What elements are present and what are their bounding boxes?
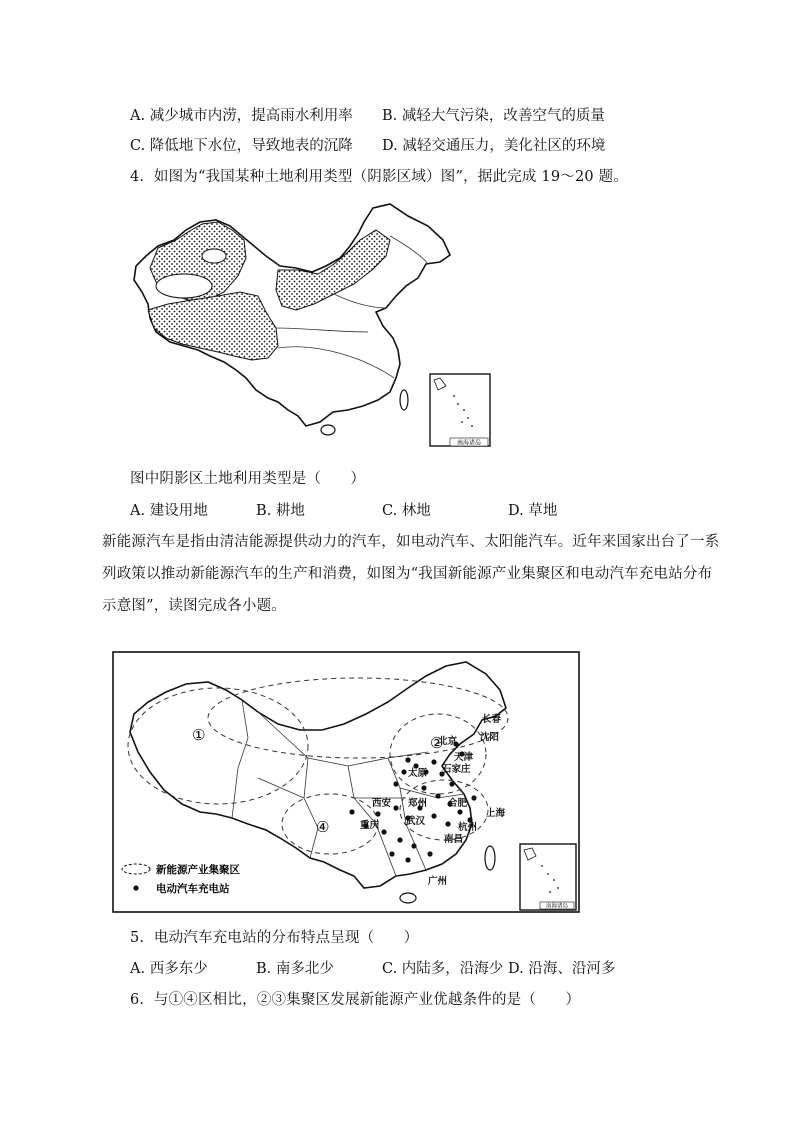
inset-label-1: 南海诸岛 [456, 439, 482, 447]
unshaded-basin [156, 274, 212, 298]
intro-line-3: 示意图”，读图完成各小题。 [102, 598, 287, 614]
q4-option-d: D. 草地 [508, 503, 558, 519]
hainan-island [321, 425, 335, 435]
zone-label-4: ④ [316, 818, 330, 836]
legend-station-symbol [133, 885, 138, 890]
city-chongqing: 重庆 [360, 820, 380, 831]
city-changchun: 长春 [482, 714, 502, 725]
legend-station-label: 电动汽车充电站 [156, 883, 230, 895]
new-energy-map [108, 648, 584, 916]
city-tianjin: 天津 [454, 752, 474, 763]
zone-label-1: ① [192, 726, 206, 744]
q5-option-c: C. 内陆多，沿海少 [382, 961, 504, 977]
city-zhengzhou: 郑州 [408, 798, 428, 809]
city-nanchang: 南昌 [444, 834, 464, 845]
city-wuhan: 武汉 [406, 816, 426, 827]
q4-option-a: A. 建设用地 [130, 503, 208, 519]
city-shenyang: 沈阳 [480, 732, 500, 743]
city-hefei: 合肥 [448, 798, 468, 809]
city-beijing: 北京 [438, 736, 458, 747]
q3-option-a: A. 减少城市内涝，提高雨水利用率 [130, 108, 353, 124]
city-shanghai: 上海 [486, 808, 506, 819]
inset-label-2: 南海诸岛 [545, 903, 569, 910]
intro-line-2: 列政策以推动新能源汽车的生产和消费，如图为“我国新能源产业集聚区和电动汽车充电站分布 [102, 566, 713, 582]
city-hangzhou: 杭州 [458, 822, 478, 833]
q4-question: 图中阴影区土地利用类型是（ ） [130, 471, 366, 487]
city-xian: 西安 [372, 798, 392, 809]
legend-cluster-label: 新能源产业集聚区 [156, 864, 240, 876]
q4-option-b: B. 耕地 [256, 503, 305, 519]
hainan-island-2 [400, 893, 416, 903]
q3-option-b: B. 减轻大气污染，改善空气的质量 [382, 108, 605, 124]
q5-option-d: D. 沿海、沿河多 [508, 961, 616, 977]
city-shijiazhuang: 石家庄 [442, 764, 471, 775]
city-guangzhou: 广州 [428, 876, 448, 887]
q5-option-a: A. 西多东少 [130, 961, 208, 977]
q4-option-c: C. 林地 [382, 503, 431, 519]
city-taiyuan: 太原 [408, 768, 428, 779]
q5-question: 5. 电动汽车充电站的分布特点呈现（ ） [130, 930, 419, 946]
q5-option-b: B. 南多北少 [256, 961, 334, 977]
intro-line-1: 新能源汽车是指由清洁能源提供动力的汽车，如电动汽车、太阳能汽车。近年来国家出台了一系 [102, 534, 720, 550]
q3-option-d: D. 减轻交通压力，美化社区的环境 [382, 138, 606, 154]
land-use-map [128, 200, 498, 450]
unshaded-patch [202, 249, 226, 263]
q3-option-c: C. 降低地下水位，导致地表的沉降 [130, 138, 353, 154]
zone-label-2: ② [430, 734, 444, 752]
q6-question: 6. 与①④区相比，②③集聚区发展新能源产业优越条件的是（ ） [130, 992, 581, 1008]
q4-stem: 4. 如图为“我国某种土地利用类型（阴影区域）图”，据此完成 19～20 题。 [130, 169, 629, 185]
taiwan-island-2 [485, 846, 495, 870]
taiwan-island [400, 390, 408, 410]
